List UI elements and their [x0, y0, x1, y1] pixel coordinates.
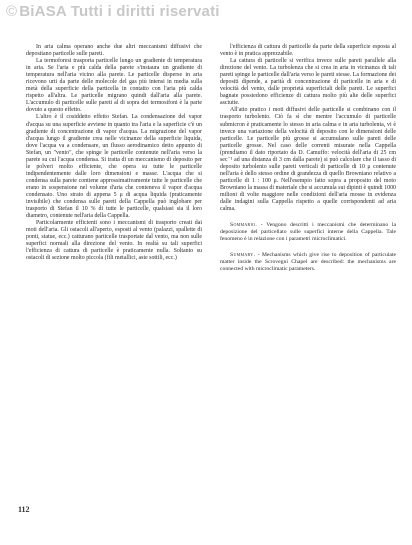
paragraph: In aria calma operano anche due altri meccanismi diffusivi che depositano particelle sulle pareti. [26, 44, 202, 58]
summary-english [220, 252, 396, 273]
summary-italian [220, 222, 396, 243]
page-number: 112 [18, 505, 30, 514]
paragraph: All'atto pratico i moti diffusivi delle particelle si combinano con il trasporto turbolento. Ciò fa sì che mentre l'accumulo di particelle submicron è praticamente lo stesso in aria calma e in aria turbolenta, vi è invece una variazione della velocità di deposito con le dimensioni delle particelle. Le particelle più grosse si accumulano sulle pareti delle particelle grosse. Nel caso delle correnti misurate nella Cappella (prendiamo il dato riportato da D. Camuffo: velocità dell'aria di 25 cm sec⁻¹ ad una distanza di 3 cm dalla parete) si può calcolare che il tasso di deposito turbolento sulle pareti verticali di particelle di 10 μ contenute nell'aria è dello stesso ordine di grandezza di quello Browniano relativo a particelle di 1 : 100 μ. Nell'esempio fatto sopra a proposito del moto Browniano la massa di materiale che si accumula sui dipinti è quindi 1000 milioni di volte maggiore nelle condizioni dell'aria mosse in evidenza dalle indagini sulla Cappella rispetto a quelle corrispondenti ad aria calma. [220, 107, 396, 213]
paragraph: l'efficienza di cattura di particelle da parte della superficie esposta al vento è in pratica apprezzabile. [220, 44, 396, 58]
summary-english-text: - Mechanisms which give rise to deposition of particulate matter inside the Scrovegni Chapel are described: the mechanisms are connected with microclimatic parameters. [220, 251, 396, 272]
paragraph: L'altro è il cosiddetto effetto Stefan. La condensazione del vapor d'acqua su una superficie avviene in quanto tra l'aria e la superficie c'è un gradiente di concentrazione di vapor d'acqua. La migrazione del vapor d'acqua lungo il gradiente crea nelle vicinanze della superficie liquida, dove l'acqua va a condensare, un flusso aerodinamico detto appunto di Stefan, un "vento", che spinge le particelle contenute nell'aria verso la parete su cui l'acqua condensa. Si tratta di un meccanismo di deposito per le polveri molto efficiente, che opera su tutte le particelle indipendentemente dalle loro dimensioni e masse. L'acqua che si condensa sulla parete contiene approssimativamente tutte le particelle che erano in sospensione nel volume d'aria che conteneva il vapor d'acqua condensato. Uno strato di appena 5 μ di acqua liquida (praticamente invisibile) che condensa sulle pareti della Cappella può inglobare per trasporto di Stefan il 10 % di tutte le particelle, qualsiasi sia il loro diametro, contenute nell'aria della Cappella. [26, 114, 202, 220]
summary-italian-label: Sommario. [230, 222, 258, 229]
watermark [6, 3, 406, 20]
left-column [26, 44, 202, 262]
document-page [14, 44, 402, 514]
summary-italian-text: - Vengono descritti i meccanismi che determinano la deposizione del particellato sulle superfici interne della Cappella. Tale fenomeno è in relazione con i parametri microclimatici. [220, 222, 397, 242]
summary-english-label: Summary. [230, 251, 256, 258]
watermark-text: BiASA Tutti i diritti riservati [19, 3, 220, 20]
paragraph: Particolarmente efficienti sono i meccanismi di trasporto creati dai moti dell'aria. Gli ostacoli all'aperto, esposti al vento (palazzi, spallette di ponti, statue, ecc.) catturano particelle trasportate dal vento, ma non sulle superfici normali alla direzione del vento. In realtà su tali superfici l'efficienza di cattura di particelle è praticamente nulla. Soltanto su ostacoli di sezione molto piccola (fili metallici, aste sottili, ecc.) [26, 220, 202, 262]
right-column [220, 44, 396, 273]
copyright-icon: © [6, 3, 18, 20]
paragraph: La termoforesi trasporta particelle lungo un gradiente di temperatura in aria. Se l'aria e più calda della parete s'instaura un gradiente di temperatura nell'aria vicino alla parete. Le particelle disperse in aria ricevono urti da parte delle molecole del gas più intensi in media sulla metà della superficie della particella in contatto con l'aria più calda rispetto all'altra. Le particelle migrano quindi dall'aria alla parete. L'accumulo di particelle sulle pareti al di sopra dei termosifoni è la parte dovuto a questo effetto. [26, 58, 202, 114]
paragraph: La cattura di particelle si verifica invece sulle pareti parallele alla direzione del vento. La turbolenza che si crea in aria in vicinanza di tali pareti spinge le particelle dall'aria verso le pareti stesse. La formazione dei depositi dipende, a parità di concentrazione di particelle in aria e di velocità del vento, dalle proprietà superficiali delle pareti. Le superfici bagnate possiedono efficienze di cattura molto più alte delle superfici asciutte. [220, 58, 396, 107]
